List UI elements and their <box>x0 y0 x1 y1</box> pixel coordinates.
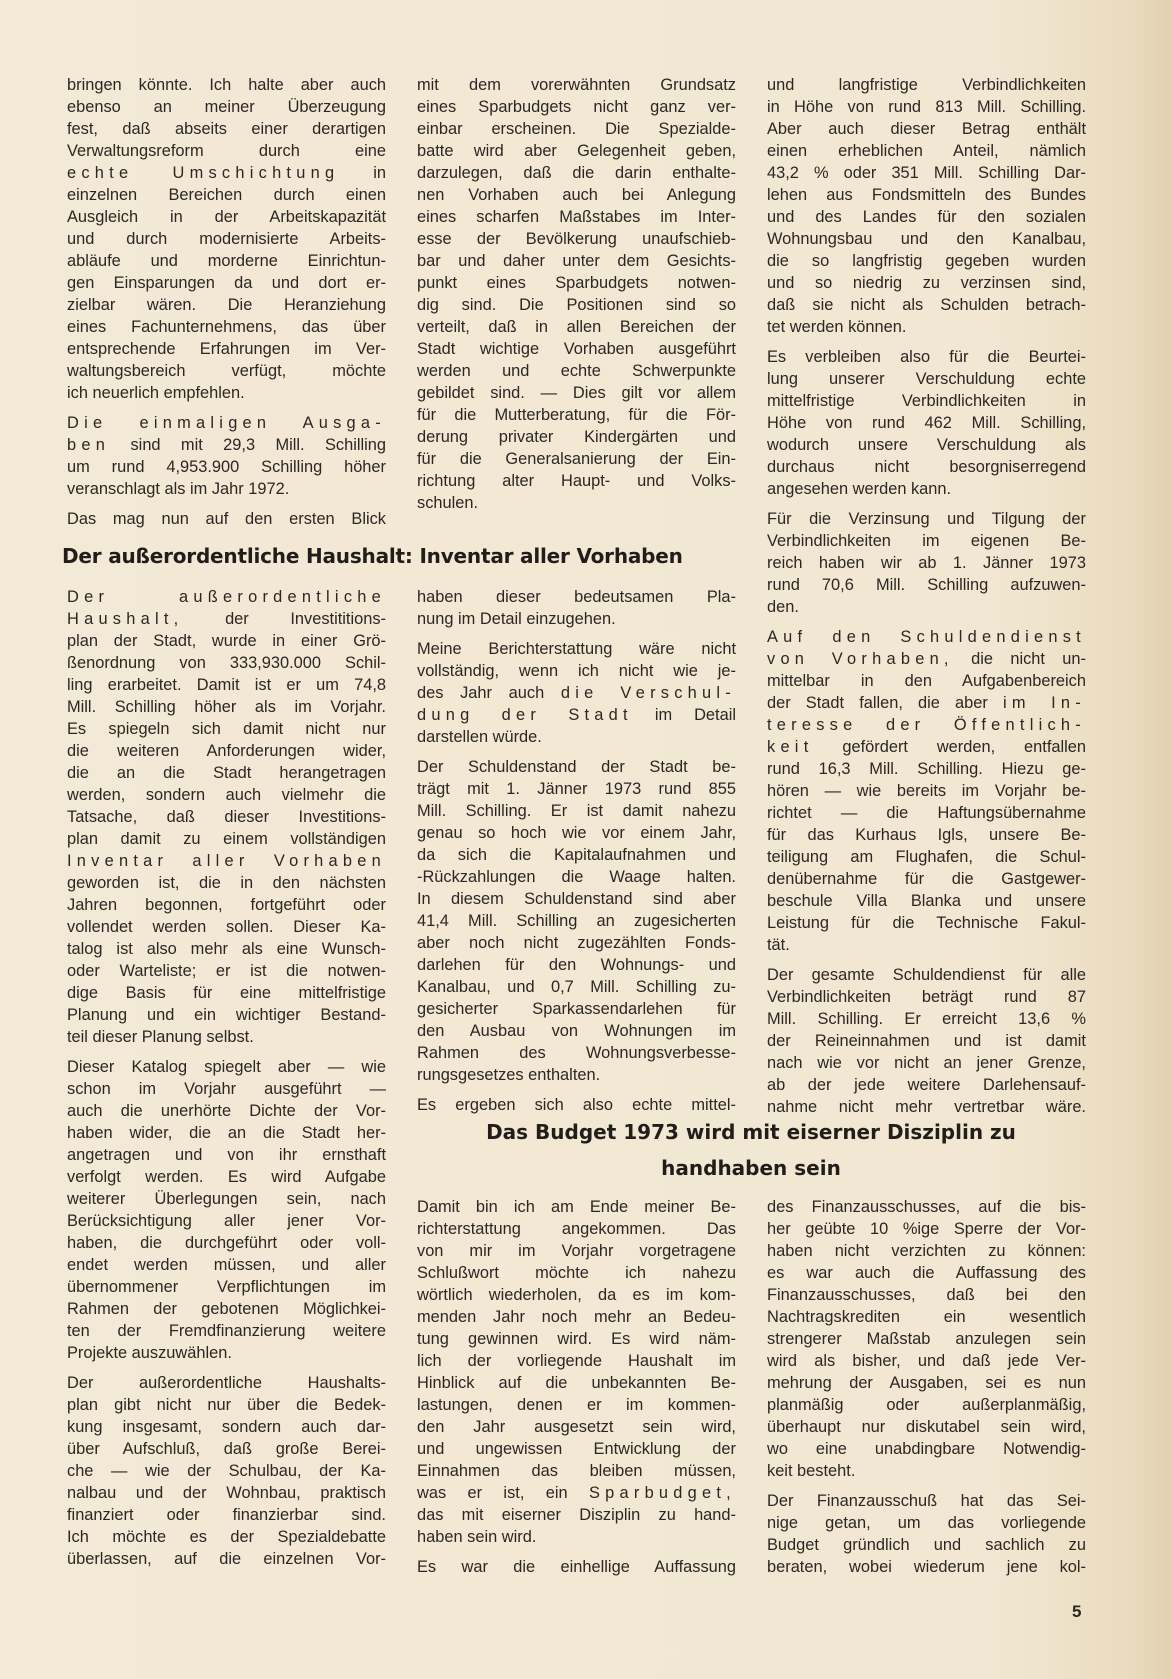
text-line: angetragen und von ihr ernsthaft <box>67 1146 386 1164</box>
text-line: darlehen für den Wohnungs- und <box>417 956 736 974</box>
text-line: denübernahme für die Gastgewer- <box>767 870 1086 888</box>
text-line: und langfristige Verbindlichkeiten <box>767 76 1086 94</box>
paragraph <box>67 412 386 500</box>
text-line: und durch modernisierte Arbeits- <box>67 230 386 248</box>
text-line <box>417 704 736 726</box>
text-line: angesehen werden kann. <box>767 480 952 498</box>
text-line: nahme nicht mehr vertretbar wäre. <box>767 1098 1086 1116</box>
text-line: über Aufschluß, daß große Berei- <box>67 1440 386 1458</box>
text-line: die an die Stadt herangetragen <box>67 764 386 782</box>
text-line <box>767 692 1086 714</box>
text-line: Wohnungsbau und den Kanalbau, <box>767 230 1086 248</box>
text-line: trägt mit 1. Jänner 1973 rund 855 <box>417 780 736 798</box>
page-number: 5 <box>1072 1602 1082 1621</box>
text-line: mit dem vorerwähnten Grundsatz <box>417 76 736 94</box>
text-line: Projekte auszuwählen. <box>67 1344 232 1362</box>
text-line <box>67 850 386 872</box>
text-line: nige getan, um das vorliegende <box>767 1514 1086 1532</box>
text-line: Mill. Schilling. Er ist damit nahezu <box>417 802 736 820</box>
text-line: vollendet werden sollen. Dieser Ka- <box>67 918 386 936</box>
text-line: entsprechende Erfahrungen im Ver- <box>67 340 386 358</box>
text-line: che — wie der Schulbau, der Ka- <box>67 1462 386 1480</box>
text-line: dige Basis für eine mittelfristige <box>67 984 386 1002</box>
text-line: Dieser Katalog spiegelt aber — wie <box>67 1058 386 1076</box>
text-line: schulen. <box>417 494 479 512</box>
text-line: richtung alter Haupt- und Volks- <box>417 472 736 490</box>
text-line: durchaus nicht besorgniserregend <box>767 458 1086 476</box>
text-line: des Finanzausschusses, auf die bis- <box>767 1198 1086 1216</box>
text-line: plan gibt nicht nur über die Bedek- <box>67 1396 386 1414</box>
column-top-middle <box>417 74 736 514</box>
paragraph <box>767 74 1086 338</box>
text-line <box>67 586 386 608</box>
text-line: auch die unerhörte Dichte der Vor- <box>67 1102 386 1120</box>
text-line: Mill. Schilling. Er erreicht 13,6 % <box>767 1010 1086 1028</box>
text-line <box>417 682 736 704</box>
text-line: ich neuerlich empfehlen. <box>67 384 245 402</box>
spaced-emphasis: ben <box>67 436 111 454</box>
text-segment: was er ist, ein <box>417 1484 589 1502</box>
text-line: für die Generalsanierung der Ein- <box>417 450 736 468</box>
text-line: darstellen würde. <box>417 728 542 746</box>
text-line: finanziert oder finanzierbar sind. <box>67 1506 386 1524</box>
text-line: her geübte 10 %ige Sperre der Vor- <box>767 1220 1086 1238</box>
text-line: um rund 4,953.900 Schilling höher <box>67 458 386 476</box>
text-line: gesicherter Sparkassendarlehen für <box>417 1000 736 1018</box>
text-line: endet werden müssen, und aller <box>67 1256 386 1274</box>
section-heading-extraordinary-budget: Der außerordentliche Haushalt: Inventar aller Vorhaben <box>62 544 683 568</box>
text-line: Schlußwort möchte ich nahezu <box>417 1264 736 1282</box>
text-line <box>767 714 1086 736</box>
text-line: einbar erscheinen. Die Spezialde- <box>417 120 736 138</box>
text-line: bringen könnte. Ich halte aber auch <box>67 76 386 94</box>
text-line: punkt eines Sparbudgets notwen- <box>417 274 736 292</box>
text-line <box>417 1482 736 1504</box>
text-line <box>67 434 386 456</box>
text-line: kung insgesamt, sondern auch dar- <box>67 1418 386 1436</box>
text-line: einen erheblichen Anteil, nämlich <box>767 142 1086 160</box>
text-line: Jahren begonnen, fortgeführt oder <box>67 896 386 914</box>
text-line: Rahmen des Wohnungsverbesse- <box>417 1044 736 1062</box>
text-line: überlassen, auf die einzelnen Vor- <box>67 1550 386 1568</box>
paragraph <box>767 508 1086 618</box>
text-line: wird als bisher, und daß jede Ver- <box>767 1352 1086 1370</box>
text-line: mittelfristige Verbindlichkeiten in <box>767 392 1086 410</box>
text-line: esse der Bevölkerung unaufschieb- <box>417 230 736 248</box>
text-line: haben sein wird. <box>417 1528 537 1546</box>
text-line: wodurch unsere Verschuldung als <box>767 436 1086 454</box>
spaced-emphasis: Sparbudget, <box>588 1484 736 1502</box>
text-line: eines Sparbudgets nicht ganz ver- <box>417 98 736 116</box>
text-line: werden und echte Schwerpunkte <box>417 362 736 380</box>
text-line: einzelnen Bereichen durch einen <box>67 186 386 204</box>
text-line: tung gewinnen wird. Es wird näm- <box>417 1330 736 1348</box>
paragraph <box>67 1056 386 1364</box>
text-line: abläufe und morderne Einrichtun- <box>67 252 386 270</box>
spaced-emphasis: Der außerordentliche <box>67 588 386 606</box>
text-line: derung privater Kindergärten und <box>417 428 736 446</box>
spaced-emphasis: Inventar aller Vorhaben <box>67 852 386 870</box>
text-line: eines Fachunternehmens, das über <box>67 318 386 336</box>
paragraph <box>417 586 736 630</box>
text-line: richterstattung angekommen. Das <box>417 1220 736 1238</box>
paragraph <box>417 756 736 1086</box>
text-line: für das Kurhaus Igls, unsere Be- <box>767 826 1086 844</box>
text-line: geworden ist, die in den nächsten <box>67 874 386 892</box>
text-segment: die nicht un- <box>953 650 1086 668</box>
text-line: lehen aus Fondsmitteln des Bundes <box>767 186 1086 204</box>
text-line: fest, daß abseits einer derartigen <box>67 120 386 138</box>
text-line: wo eine unabdingbare Notwendig- <box>767 1440 1086 1458</box>
text-line: Rahmen der gebotenen Möglichkei- <box>67 1300 386 1318</box>
text-line: vollständig, wenn ich nicht wie je- <box>417 662 736 680</box>
paragraph <box>767 964 1086 1118</box>
text-line: den. <box>767 598 799 616</box>
text-line: waltungsbereich verfügt, möchte <box>67 362 386 380</box>
text-line: haben, die durchgeführt oder voll- <box>67 1234 386 1252</box>
text-line: Leistung für die Technische Fakul- <box>767 914 1086 932</box>
text-segment: in <box>339 164 386 182</box>
text-line: plan der Stadt, wurde in einer Grö- <box>67 632 386 650</box>
spaced-emphasis: Die einmaligen Ausga- <box>67 414 386 432</box>
text-line: 41,4 Mill. Schilling an zugesicherten <box>417 912 736 930</box>
text-line: Der gesamte Schuldendienst für alle <box>767 966 1086 984</box>
text-line: verfolgt werden. Es wird Aufgabe <box>67 1168 386 1186</box>
text-line: teil dieser Planung selbst. <box>67 1028 254 1046</box>
text-line: wörtlich wiederholen, da es im kom- <box>417 1286 736 1304</box>
text-line: ten der Fremdfinanzierung weitere <box>67 1322 386 1340</box>
text-line: und des Landes für den sozialen <box>767 208 1086 226</box>
text-line: für die Mutterberatung, für die För- <box>417 406 736 424</box>
column-right <box>767 74 1086 1118</box>
text-line: und ungewissen Entwicklung der <box>417 1440 736 1458</box>
column-bottom-middle <box>417 1196 736 1578</box>
text-line: keit besteht. <box>767 1462 856 1480</box>
text-line <box>67 608 386 630</box>
paragraph <box>767 1490 1086 1578</box>
text-line: Finanzausschusses, daß bei den <box>767 1286 1086 1304</box>
paragraph <box>767 626 1086 956</box>
text-line: oder Warteliste; er ist die notwen- <box>67 962 386 980</box>
text-line: tät. <box>767 936 790 954</box>
paragraph <box>767 1196 1086 1482</box>
text-line: beschule Villa Blanka und unsere <box>767 892 1086 910</box>
text-line: Für die Verzinsung und Tilgung der <box>767 510 1086 528</box>
text-line: Der Finanzausschuß hat das Sei- <box>767 1492 1086 1510</box>
text-line: die so langfristig gegeben wurden <box>767 252 1086 270</box>
spaced-emphasis: die Verschul- <box>560 684 736 702</box>
text-line: weiterer Überlegungen sein, nach <box>67 1190 386 1208</box>
text-line: eines scharfen Maßstabes im Inter- <box>417 208 736 226</box>
text-line: bar und daher unter dem Gesichts- <box>417 252 736 270</box>
text-line: veranschlagt als im Jahr 1972. <box>67 480 290 498</box>
text-line: -Rückzahlungen die Waage halten. <box>417 868 736 886</box>
text-line: nach wie vor nicht an jener Grenze, <box>767 1054 1086 1072</box>
paragraph <box>67 586 386 1048</box>
text-line: aber noch nicht zugezählten Fonds- <box>417 934 736 952</box>
text-line: Höhe von rund 462 Mill. Schilling, <box>767 414 1086 432</box>
spaced-emphasis: keit <box>767 738 814 756</box>
text-line: richtet — die Haftungsübernahme <box>767 804 1086 822</box>
column-bottom-right <box>767 1196 1086 1578</box>
text-line: Verbindlichkeiten beträgt rund 87 <box>767 988 1086 1006</box>
text-line: verteilt, daß in allen Bereichen der <box>417 318 736 336</box>
text-line: Tatsache, daß dieser Investitions- <box>67 808 386 826</box>
text-line: Einnahmen das bleiben müssen, <box>417 1462 736 1480</box>
column-top-left <box>67 74 386 530</box>
text-line: genau so hoch wie vor einem Jahr, <box>417 824 736 842</box>
paragraph <box>767 346 1086 500</box>
text-line: Nachtragskrediten ein wesentlich <box>767 1308 1086 1326</box>
text-line: von mir im Vorjahr vorgetragene <box>417 1242 736 1260</box>
text-line: in Höhe von rund 813 Mill. Schilling. <box>767 98 1086 116</box>
text-line: talog ist also mehr als eine Wunsch- <box>67 940 386 958</box>
text-line: Der außerordentliche Haushalts- <box>67 1374 386 1392</box>
text-line: Ich möchte es der Spezialdebatte <box>67 1528 386 1546</box>
text-line <box>67 412 386 434</box>
text-line: planmäßig oder außerplanmäßig, <box>767 1396 1086 1414</box>
text-segment: der Stadt fallen, die aber <box>767 694 1003 712</box>
text-segment: im Detail <box>632 706 736 724</box>
text-line: daß sie nicht als Schulden betrach- <box>767 296 1086 314</box>
text-line: Planung und ein wichtiger Bestand- <box>67 1006 386 1024</box>
text-line: übernommener Verpflichtungen im <box>67 1278 386 1296</box>
text-line: ab der jede weitere Darlehensauf- <box>767 1076 1086 1094</box>
text-line: strengerer Maßstab anzulegen sein <box>767 1330 1086 1348</box>
text-line <box>767 626 1086 648</box>
text-line: teiligung am Flughafen, die Schul- <box>767 848 1086 866</box>
text-line: Ausgleich in der Arbeitskapazität <box>67 208 386 226</box>
text-line: es war auch die Auffassung des <box>767 1264 1086 1282</box>
text-line: Aber auch dieser Betrag enthält <box>767 120 1086 138</box>
text-line: schon im Vorjahr ausgeführt — <box>67 1080 386 1098</box>
text-line: den Ausbau von Wohnungen im <box>417 1022 736 1040</box>
text-line: nung im Detail einzugehen. <box>417 610 616 628</box>
text-line: gebildet sind. — Dies gilt vor allem <box>417 384 736 402</box>
paragraph <box>67 508 386 530</box>
text-line: rungsgesetzes enthalten. <box>417 1066 601 1084</box>
paragraph <box>67 1372 386 1570</box>
text-line: Budget gründlich und sachlich zu <box>767 1536 1086 1554</box>
text-line: haben wider, die an die Stadt her- <box>67 1124 386 1142</box>
text-line: Verbindlichkeiten im eigenen Be- <box>767 532 1086 550</box>
text-line <box>767 648 1086 670</box>
text-line: die weiteren Anforderungen wider, <box>67 742 386 760</box>
text-line: Verwaltungsreform durch eine <box>67 142 386 160</box>
text-line: Stadt wichtige Vorhaben ausgeführt <box>417 340 736 358</box>
text-line: rund 16,3 Mill. Schilling. Hiezu ge- <box>767 760 1086 778</box>
column-lower-left <box>67 586 386 1570</box>
text-line: Es spiegeln sich damit nicht nur <box>67 720 386 738</box>
text-line: In diesem Schuldenstand sind aber <box>417 890 736 908</box>
text-line: Berücksichtigung aller jener Vor- <box>67 1212 386 1230</box>
text-line: gen Einsparungen da und dort er- <box>67 274 386 292</box>
text-line: batte wird aber Gelegenheit geben, <box>417 142 736 160</box>
text-line: Es verbleiben also für die Beurtei- <box>767 348 1086 366</box>
paragraph <box>417 638 736 748</box>
spaced-emphasis: Auf den Schuldendienst <box>767 628 1086 646</box>
spaced-emphasis: im In- <box>1002 694 1086 712</box>
text-line: beraten, wobei wiederum jene kol- <box>767 1558 1086 1576</box>
text-line: nalbau und der Wohnbau, praktisch <box>67 1484 386 1502</box>
text-line: Der Schuldenstand der Stadt be- <box>417 758 736 776</box>
text-line: plan damit zu einem vollständigen <box>67 830 386 848</box>
text-line: Hinblick auf die unbekannten Be- <box>417 1374 736 1392</box>
text-line: rund 70,6 Mill. Schilling aufzuwen- <box>767 576 1086 594</box>
text-line: werden, sondern auch vielmehr die <box>67 786 386 804</box>
text-line: darzulegen, daß die darin enthalte- <box>417 164 736 182</box>
text-line: lung unserer Verschuldung echte <box>767 370 1086 388</box>
text-line: Mill. Schilling höher als im Vorjahr. <box>67 698 386 716</box>
text-line: ling erarbeitet. Damit ist er um 74,8 <box>67 676 386 694</box>
text-line: der Reineinnahmen und ist damit <box>767 1032 1086 1050</box>
text-line: reich haben wir ab 1. Jänner 1973 <box>767 554 1086 572</box>
spaced-emphasis: teresse der Öffentlich- <box>767 716 1086 734</box>
spaced-emphasis: von Vorhaben, <box>767 650 954 668</box>
text-line: zielbar wären. Die Heranziehung <box>67 296 386 314</box>
text-line: das mit eiserner Disziplin zu hand- <box>417 1506 736 1524</box>
text-segment: des Jahr auch <box>417 684 561 702</box>
text-line: ebenso an meiner Überzeugung <box>67 98 386 116</box>
heading-line: handhaben sein <box>661 1156 841 1180</box>
text-line: hören — wie bereits im Vorjahr be- <box>767 782 1086 800</box>
text-line: Das mag nun auf den ersten Blick <box>67 510 386 528</box>
text-line: mehrung der Ausgaben, sei es nun <box>767 1374 1086 1392</box>
text-line: 43,2 % oder 351 Mill. Schilling Dar- <box>767 164 1086 182</box>
text-line: haben dieser bedeutsamen Pla- <box>417 588 736 606</box>
text-line: ßenordnung von 333,930.000 Schil- <box>67 654 386 672</box>
paragraph <box>417 1094 736 1116</box>
text-line: lich der vorliegende Haushalt im <box>417 1352 736 1370</box>
text-line: Es ergeben sich also echte mittel- <box>417 1096 736 1114</box>
paragraph <box>67 74 386 404</box>
text-line: nen Vorhaben auch bei Anlegung <box>417 186 736 204</box>
text-line: dig sind. Die Positionen sind so <box>417 296 736 314</box>
column-lower-middle <box>417 586 736 1116</box>
paragraph <box>417 1196 736 1548</box>
text-segment: der Investititions- <box>183 610 386 628</box>
text-segment: gefördert werden, entfallen <box>813 738 1086 756</box>
text-line: da sich die Kapitalaufnahmen und <box>417 846 736 864</box>
text-segment: sind mit 29,3 Mill. Schilling <box>110 436 386 454</box>
text-line: Kanalbau, und 0,7 Mill. Schilling zu- <box>417 978 736 996</box>
text-line: Es war die einhellige Auffassung <box>417 1558 736 1576</box>
text-line: und so niedrig zu verzinsen sind, <box>767 274 1086 292</box>
text-line <box>67 162 386 184</box>
text-line: den Jahr ausgesetzt sein wird, <box>417 1418 736 1436</box>
text-line: überhaupt nur diskutabel sein wird, <box>767 1418 1086 1436</box>
text-line: lastungen, denen er im kommen- <box>417 1396 736 1414</box>
spaced-emphasis: echte Umschichtung <box>67 164 340 182</box>
paragraph <box>417 74 736 514</box>
text-line: mittelbar in den Aufgabenbereich <box>767 672 1086 690</box>
section-heading-budget-discipline <box>417 1114 1085 1186</box>
text-line: Meine Berichterstattung wäre nicht <box>417 640 736 658</box>
spaced-emphasis: Haushalt, <box>67 610 184 628</box>
text-line <box>767 736 1086 758</box>
text-line: tet werden können. <box>767 318 907 336</box>
text-line: Damit bin ich am Ende meiner Be- <box>417 1198 736 1216</box>
paragraph <box>417 1556 736 1578</box>
text-line: haben nicht verzichten zu können: <box>767 1242 1086 1260</box>
heading-line: Das Budget 1973 wird mit eiserner Disziplin zu <box>486 1120 1016 1144</box>
text-line: menden Jahr noch mehr an Bedeu- <box>417 1308 736 1326</box>
spaced-emphasis: dung der Stadt <box>417 706 633 724</box>
